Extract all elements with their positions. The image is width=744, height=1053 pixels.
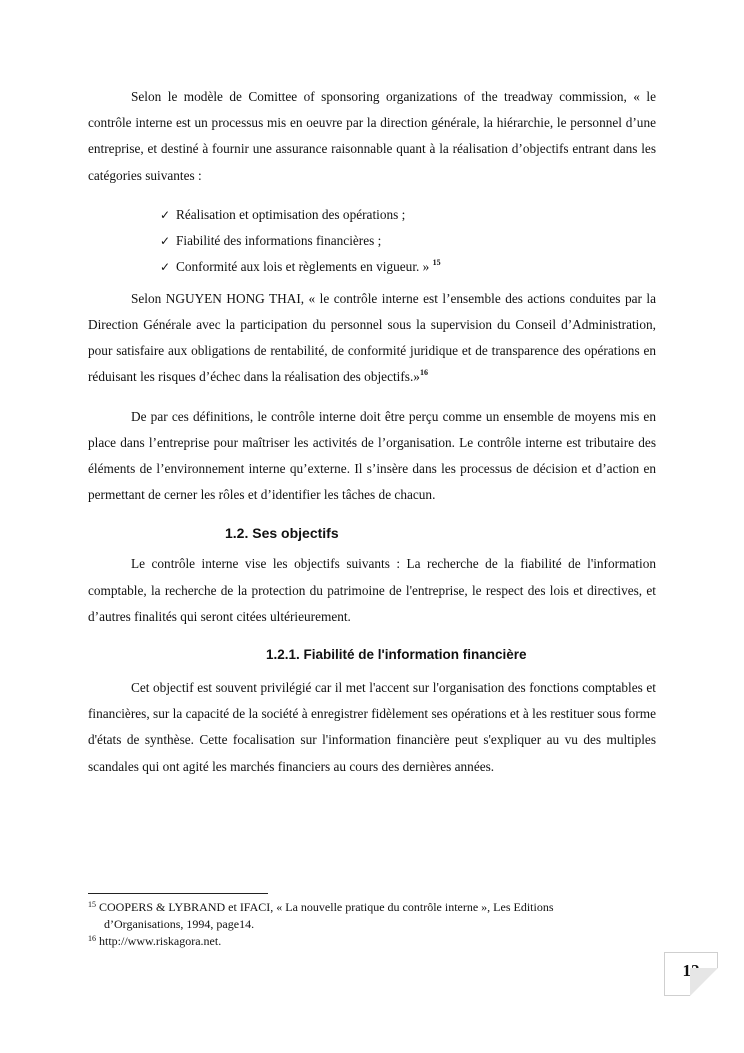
check-icon: ✓ xyxy=(160,207,171,222)
check-icon: ✓ xyxy=(160,233,171,248)
paragraph-fiabilite: Cet objectif est souvent privilégié car il met l'accent sur l'organisation des fonctions comptables et financières, sur la capacité de la société à enregistrer fidèlement ses opérations et à les restituer sous forme d'états de synthèse. Cette focalisation sur l'information financière peut s'expliquer au vu des multiples scandales qui ont agité les marchés financiers au cours des dernières années. xyxy=(88,680,656,774)
objectives-checklist xyxy=(88,202,656,280)
footnote-15: $^{15}$ COOPERS & LYBRAND et IFACI, « La nouvelle pratique du contrôle interne », Les Editions d’Organisations, 1994, page14. xyxy=(88,900,554,931)
footnote-16 xyxy=(88,933,648,950)
paragraph-definitions-summary: De par ces définitions, le contrôle interne doit être perçu comme un ensemble de moyens mis en place dans l’entreprise pour maîtriser les activités de l’organisation. Le contrôle interne est tributaire des éléments de l’environnement interne qu’externe. Il s’insère dans les processus de décision et d’action en permettant de cerner les rôles et d’identifier les tâches de chacun. xyxy=(88,408,656,503)
list-item: ✓ Fiabilité des informations financières ; xyxy=(160,228,656,254)
footnote-number: 15 xyxy=(88,900,96,909)
list-item: ✓ Réalisation et optimisation des opérations ; xyxy=(160,202,656,228)
page-curl-icon xyxy=(690,968,718,996)
footnotes xyxy=(88,899,648,950)
heading-ses-objectifs: 1.2. Ses objectifs xyxy=(225,525,339,542)
footnote-ref-16[interactable]: 16 xyxy=(419,368,428,378)
paragraph-coso-definition: Selon le modèle de Comittee of sponsoring organizations of the treadway commission, « le contrôle interne est un processus mis en oeuvre par la direction générale, la hiérarchie, le personnel d’une entreprise, et destiné à fournir une assurance raisonnable quant à la réalisation d’objectifs entrant dans les catégories suivantes : xyxy=(88,89,656,183)
footnote-ref-15[interactable]: 15 xyxy=(432,257,441,267)
footnote-number: 16 xyxy=(88,934,96,943)
check-icon: ✓ xyxy=(160,259,171,274)
paragraph-objectifs: Le contrôle interne vise les objectifs suivants : La recherche de la fiabilité de l'information comptable, la recherche de la protection du patrimoine de l'entreprise, le respect des lois et directives, et d’autres finalités qui seront citées ultérieurement. xyxy=(88,556,656,624)
footnote-divider xyxy=(88,893,268,894)
page-number-box xyxy=(664,952,718,996)
paragraph-nguyen-definition: Selon NGUYEN HONG THAI, « le contrôle interne est l’ensemble des actions conduites par la Direction Générale avec la participation du personnel sous la supervision du Conseil d’Administration, pour satisfaire aux obligations de rentabilité, de conformité juridique et de transparence des opérations en réduisant les risques d’échec dans la réalisation des objectifs.»$^{16}$ xyxy=(88,290,656,385)
list-item: ✓ Conformité aux lois et règlements en vigueur. » $^{15}$ xyxy=(160,254,656,280)
page-body xyxy=(88,84,656,793)
heading-fiabilite-information: 1.2.1. Fiabilité de l'information financière xyxy=(266,647,527,663)
footnote-link[interactable]: http://www.riskagora.net. xyxy=(99,934,222,948)
page-number: 12 xyxy=(682,961,700,980)
